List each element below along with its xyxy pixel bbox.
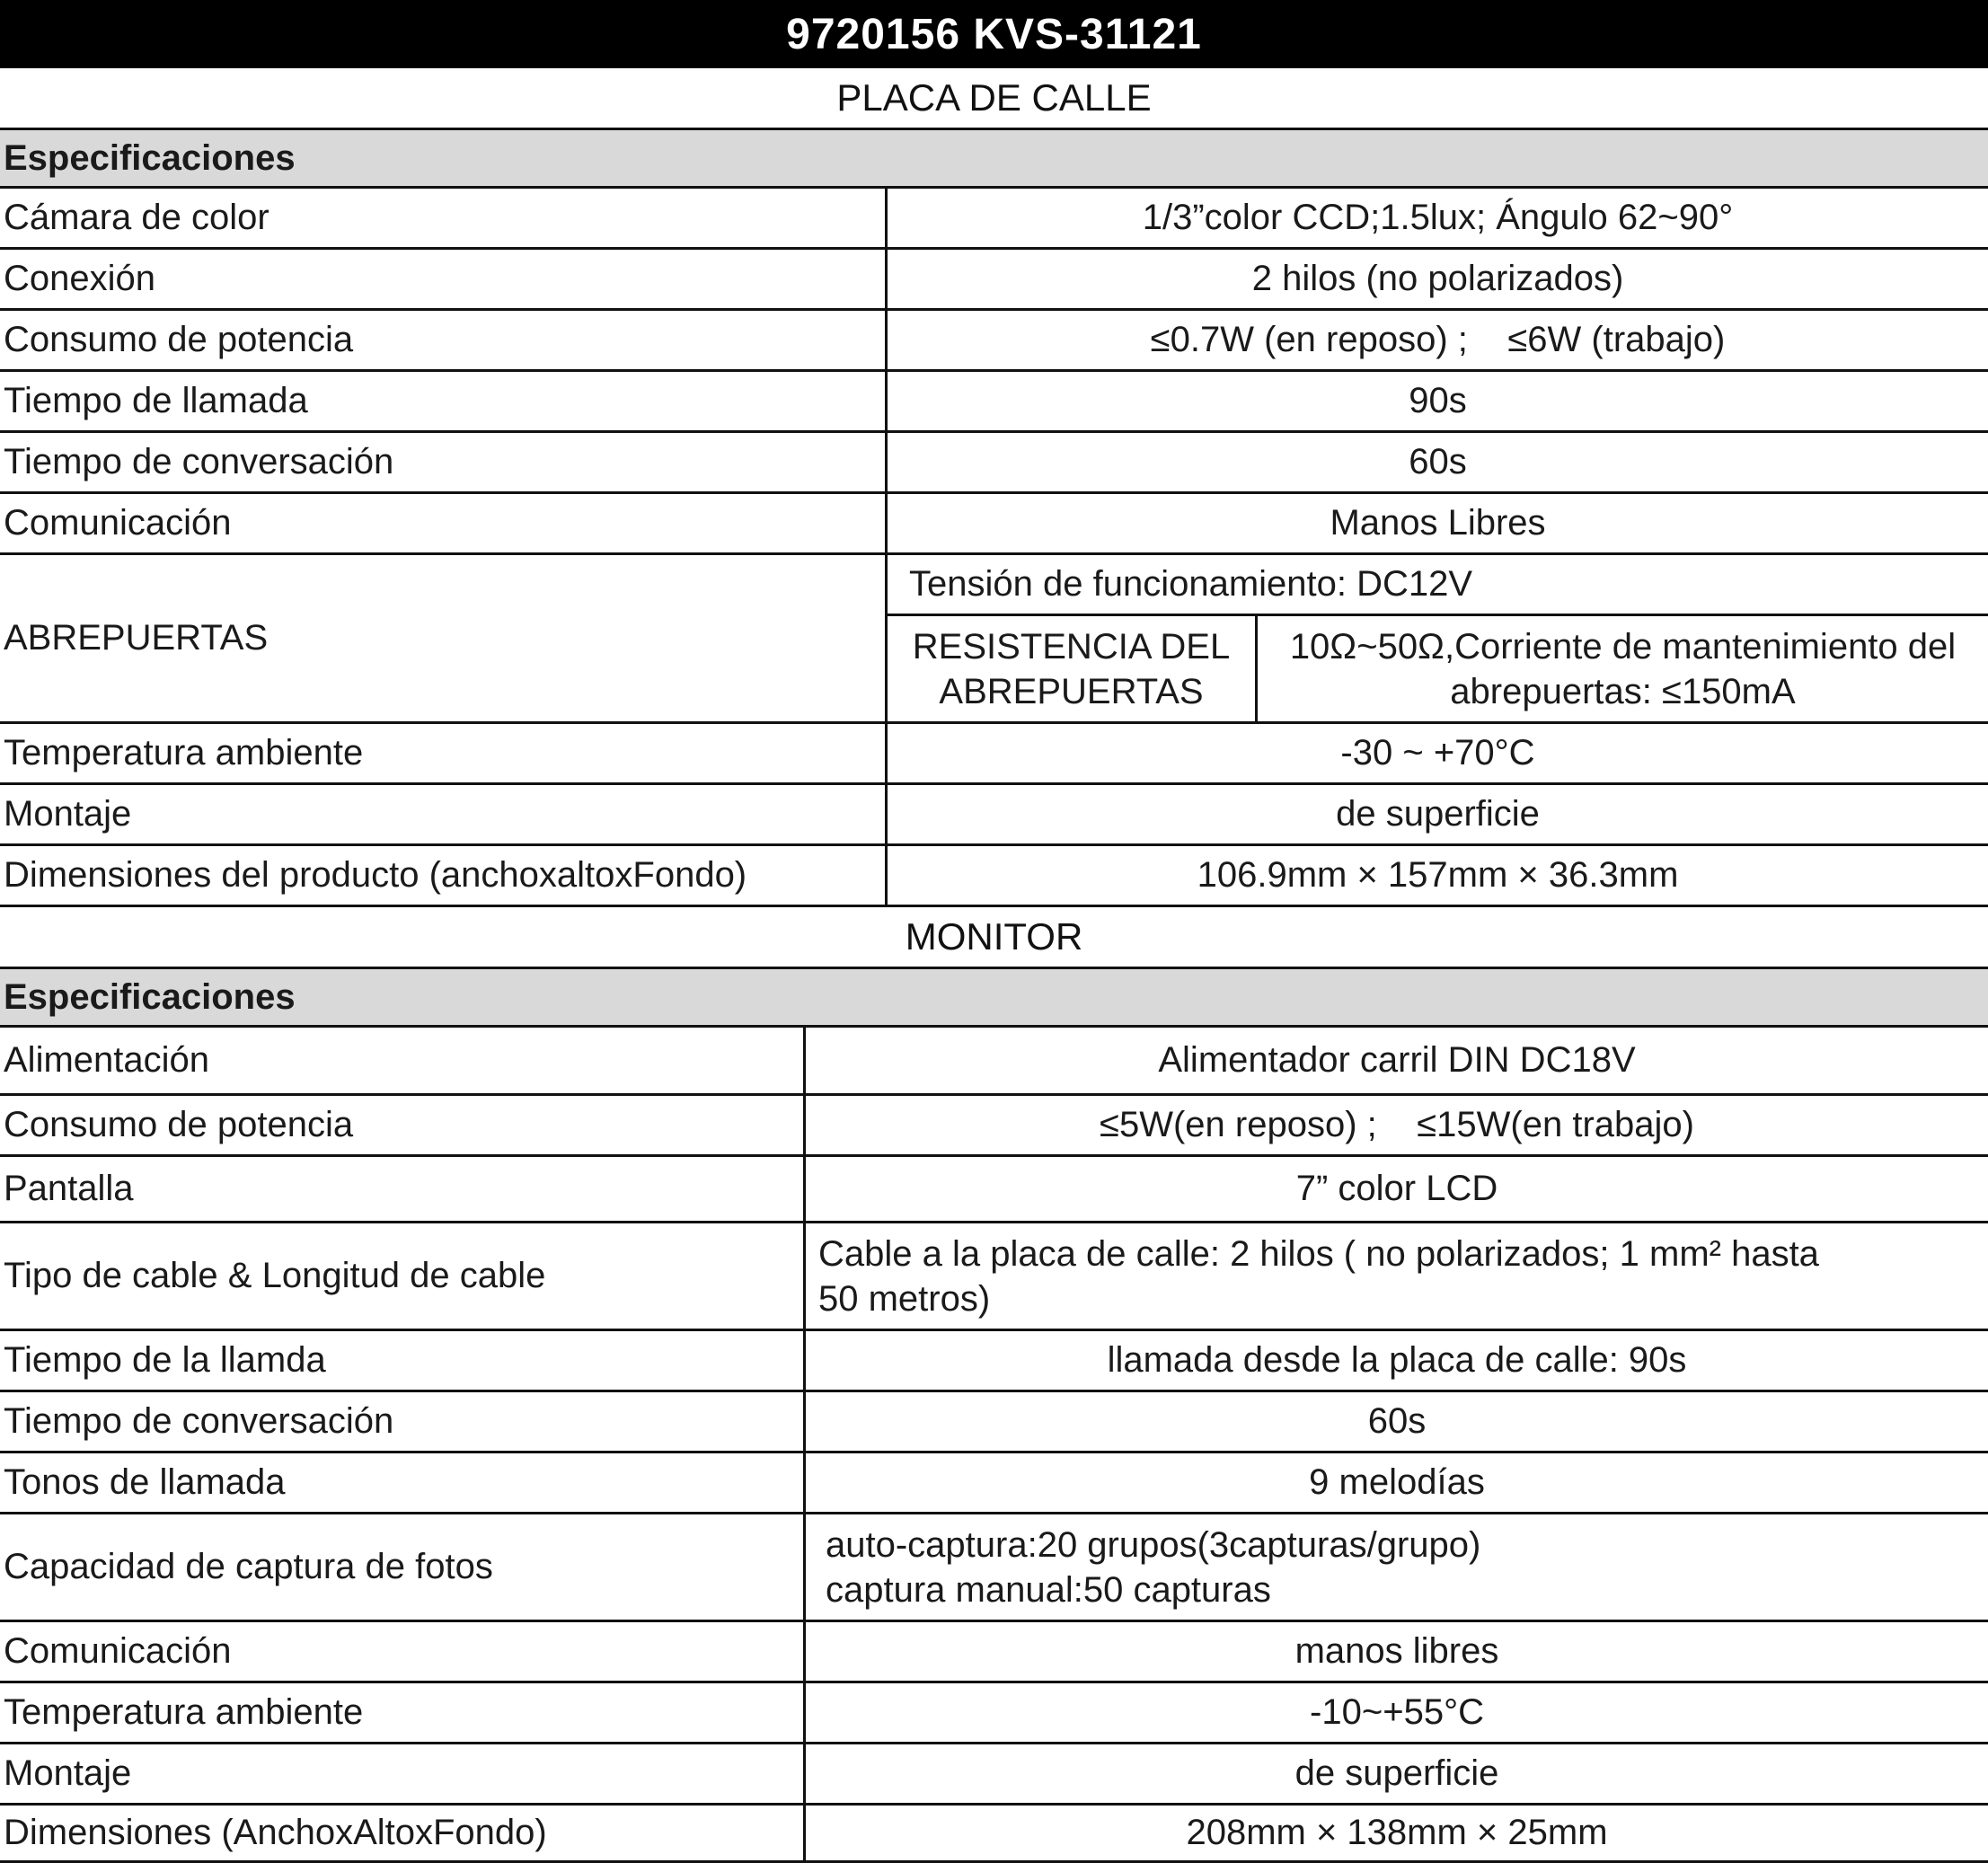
row-label: Temperatura ambiente xyxy=(0,1683,806,1742)
row-value: 9 melodías xyxy=(1309,1462,1485,1502)
row-value: llamada desde la placa de calle: 90s xyxy=(1107,1340,1687,1380)
row-label: Tiempo de la llamda xyxy=(0,1331,806,1390)
captura-value-line-2: captura manual:50 capturas xyxy=(826,1569,1271,1610)
row-value: 208mm × 138mm × 25mm xyxy=(1186,1813,1608,1852)
table-row xyxy=(0,1622,1988,1683)
section-title-placa: PLACA DE CALLE xyxy=(836,76,1152,119)
abrepuertas-row xyxy=(0,555,1988,724)
row-label: Tonos de llamada xyxy=(0,1453,806,1512)
document-title: 9720156 KVS-31121 xyxy=(0,0,1988,68)
row-value: -10~+55°C xyxy=(1310,1692,1484,1732)
spec-header-monitor: Especificaciones xyxy=(0,967,1988,1028)
row-label: Cámara de color xyxy=(0,189,888,247)
table-row xyxy=(0,250,1988,311)
row-value: ≤0.7W (en reposo) ; ≤6W (trabajo) xyxy=(1150,320,1726,359)
row-label: Comunicación xyxy=(0,1622,806,1681)
row-value: 1/3”color CCD;1.5lux; Ángulo 62~90° xyxy=(1142,198,1734,237)
tension-value: Tensión de funcionamiento: DC12V xyxy=(888,555,1988,616)
row-label: Comunicación xyxy=(0,494,888,552)
row-value: 60s xyxy=(1409,442,1467,481)
captura-label: Capacidad de captura de fotos xyxy=(0,1514,806,1620)
table-row xyxy=(0,1392,1988,1453)
row-value: 60s xyxy=(1367,1401,1427,1441)
row-label: Pantalla xyxy=(0,1157,806,1221)
resistencia-value-line-1: 10Ω~50Ω,Corriente de mantenimiento del xyxy=(1289,626,1957,667)
row-label: Montaje xyxy=(0,785,888,843)
row-label: Alimentación xyxy=(0,1028,806,1093)
row-value: manos libres xyxy=(1294,1631,1499,1671)
abrepuertas-detail xyxy=(888,555,1988,721)
table-row xyxy=(0,494,1988,555)
row-value: Alimentador carril DIN DC18V xyxy=(1158,1040,1636,1080)
table-row xyxy=(0,189,1988,250)
table-row xyxy=(0,1744,1988,1806)
table-row xyxy=(0,372,1988,433)
table-row xyxy=(0,1683,1988,1744)
table-row xyxy=(0,311,1988,372)
resistencia-label xyxy=(888,616,1258,721)
cable-label: Tipo de cable & Longitud de cable xyxy=(0,1223,806,1329)
row-label: Dimensiones del producto (anchoxaltoxFondo) xyxy=(0,846,888,905)
table-row xyxy=(0,1331,1988,1392)
row-label: Tiempo de conversación xyxy=(0,1392,806,1451)
row-value: 2 hilos (no polarizados) xyxy=(1251,259,1624,298)
table-row xyxy=(0,724,1988,785)
table-row xyxy=(0,433,1988,494)
table-row xyxy=(0,846,1988,907)
resistencia-value-line-2: abrepuertas: ≤150mA xyxy=(1450,671,1796,711)
table-row xyxy=(0,1096,1988,1157)
captura-row xyxy=(0,1514,1988,1622)
table-row xyxy=(0,1157,1988,1223)
cable-value-line-2: 50 metros) xyxy=(818,1278,991,1319)
row-value: 106.9mm × 157mm × 36.3mm xyxy=(1197,855,1679,895)
row-value: ≤5W(en reposo) ; ≤15W(en trabajo) xyxy=(1100,1105,1694,1144)
row-label: Conexión xyxy=(0,250,888,308)
row-label: Tiempo de conversación xyxy=(0,433,888,491)
row-value: 90s xyxy=(1409,381,1467,420)
row-label: Consumo de potencia xyxy=(0,311,888,369)
section-title-monitor: MONITOR xyxy=(905,915,1083,958)
captura-value xyxy=(806,1514,1988,1620)
table-row xyxy=(0,785,1988,846)
row-value: de superficie xyxy=(1294,1753,1499,1793)
row-label: Consumo de potencia xyxy=(0,1096,806,1154)
resistencia-label-line-2: ABREPUERTAS xyxy=(939,671,1204,711)
resistencia-value xyxy=(1258,616,1988,721)
abrepuertas-label: ABREPUERTAS xyxy=(0,555,888,721)
cable-value-line-1: Cable a la placa de calle: 2 hilos ( no polarizados; 1 mm² hasta xyxy=(818,1233,1819,1274)
cable-value xyxy=(806,1223,1988,1329)
row-label: Dimensiones (AnchoxAltoxFondo) xyxy=(0,1806,806,1860)
row-value: de superficie xyxy=(1336,794,1540,834)
row-value: 7” color LCD xyxy=(1295,1169,1498,1208)
table-row xyxy=(0,1806,1988,1863)
row-value: -30 ~ +70°C xyxy=(1340,733,1535,773)
row-label: Tiempo de llamada xyxy=(0,372,888,430)
table-row xyxy=(0,1453,1988,1514)
resistencia-label-line-1: RESISTENCIA DEL xyxy=(912,626,1231,667)
row-label: Temperatura ambiente xyxy=(0,724,888,782)
cable-row xyxy=(0,1223,1988,1331)
captura-value-line-1: auto-captura:20 grupos(3capturas/grupo) xyxy=(826,1524,1481,1565)
row-label: Montaje xyxy=(0,1744,806,1803)
spec-header-placa: Especificaciones xyxy=(0,128,1988,189)
row-value: Manos Libres xyxy=(1330,503,1546,543)
table-row xyxy=(0,1028,1988,1096)
